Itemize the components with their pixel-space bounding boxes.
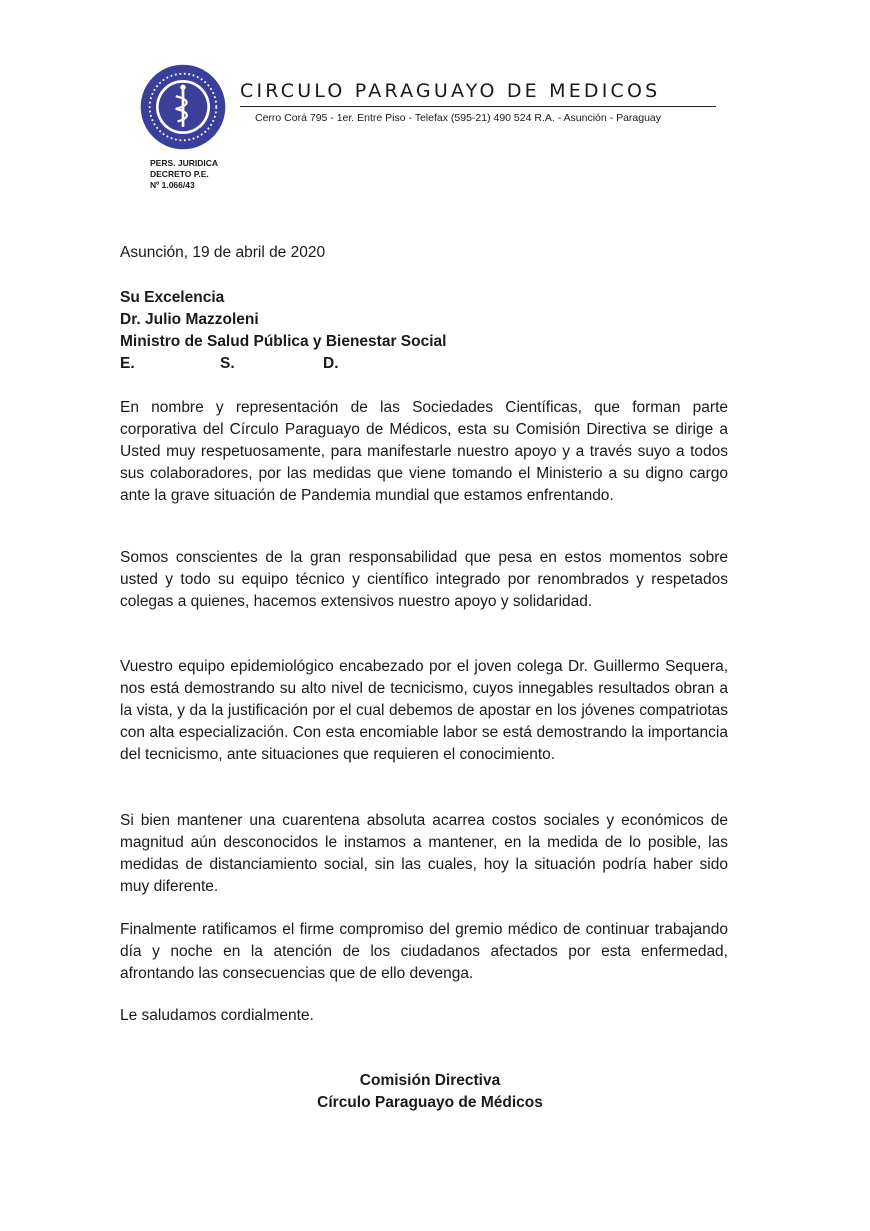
paragraph-text: Finalmente ratificamos el firme compromiso del gremio médico de continuar trabajando día y noche en la atención de los ciudadanos afectados por esta enfermedad, afrontando las consecuencias que de ello devenga. [120,921,728,982]
legal-status-line: DECRETO P.E. [150,169,209,179]
esd-e: E. [120,355,135,372]
legal-status-line: Nº 1.066/43 [150,180,195,190]
recipient-name: Dr. Julio Mazzoleni [120,311,259,328]
recipient-esd [120,353,446,375]
paragraph-text: Si bien mantener una cuarentena absoluta acarrea costos sociales y económicos de magnitud aún desconocidos le instamos a mantener, en la medida de lo posible, las medidas de distanciamiento social, sin las cuales, hoy la situación podría haber sido muy diferente. [120,812,728,895]
esd-s: S. [220,355,235,372]
body-paragraph-2 [120,547,728,613]
signature-line-2: Círculo Paraguayo de Médicos [317,1094,543,1111]
recipient-salutation: Su Excelencia [120,289,225,306]
organization-address: Cerro Corá 795 - 1er. Entre Piso - Telefax (595-21) 490 524 R.A. - Asunción - Paraguay [255,112,662,124]
body-paragraph-4 [120,810,728,898]
paragraph-text: Vuestro equipo epidemiológico encabezado por el joven colega Dr. Guillermo Sequera, nos está demostrando su alto nivel de tecnicismo, cuyos innegables resultados obran a la vista, y da la justificación por el cual debemos de apostar en los jóvenes compatriotas con alta especialización. Con esta encomiable labor se está demostrando la importancia del tecnicismo, ante situaciones que requieren el conocimiento. [120,658,728,763]
organization-seal-icon [138,62,228,152]
paragraph-text: Le saludamos cordialmente. [120,1007,314,1024]
signature-line-1: Comisión Directiva [359,1072,501,1089]
legal-status-block [150,158,218,191]
legal-status-line: PERS. JURIDICA [150,158,219,168]
paragraph-text: En nombre y representación de las Sociedades Científicas, que forman parte corporativa del Círculo Paraguayo de Médicos, esta su Comisión Directiva se dirige a Usted muy respetuosamente, para manifestarle nuestro apoyo y a través suyo a todos sus colaboradores, por las medidas que viene tomando el Ministerio a su digno cargo ante la grave situación de Pandemia mundial que estamos enfrentando. [120,399,728,504]
organization-name: CIRCULO PARAGUAYO DE MEDICOS [240,80,661,102]
recipient-position: Ministro de Salud Pública y Bienestar Social [120,333,447,350]
esd-d: D. [323,355,339,372]
letter-date: Asunción, 19 de abril de 2020 [120,244,326,261]
recipient-block [120,287,446,375]
body-paragraph-5 [120,919,728,985]
body-paragraph-3 [120,656,728,766]
signature-block [230,1070,630,1114]
body-paragraph-1 [120,397,728,507]
header-divider [240,106,716,107]
closing-line [120,1005,728,1027]
paragraph-text: Somos conscientes de la gran responsabilidad que pesa en estos momentos sobre usted y todo su equipo técnico y científico integrado por renombrados y respetados colegas a quienes, hacemos extensivos nuestro apoyo y solidaridad. [120,549,728,610]
